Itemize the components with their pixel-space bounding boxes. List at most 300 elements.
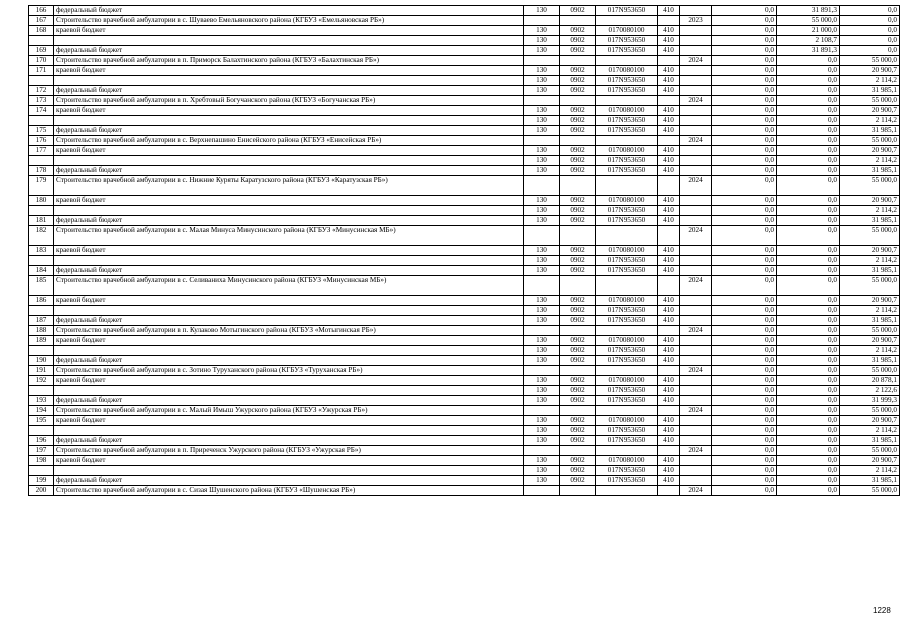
code-a-cell: 130 [524,116,560,126]
item-name-cell: Строительство врачебной амбулатории в п. Приреченск Ужурского района (КГБУЗ «Ужурская РБ») [54,446,524,456]
year-cell: 2024 [680,176,712,196]
row-number-cell: 181 [29,216,54,226]
row-number-cell: 166 [29,6,54,16]
item-name-cell: краевой бюджет [54,66,524,76]
table-row [29,176,900,196]
item-name-cell: Строительство врачебной амбулатории в п. Кулаково Мотыгинского района (КГБУЗ «Мотыгинская РБ») [54,326,524,336]
table-row [29,476,900,486]
amount-1-cell: 0,0 [712,276,777,296]
amount-3-cell: 2 114,2 [840,306,900,316]
amount-1-cell: 0,0 [712,16,777,26]
amount-2-cell: 0,0 [777,106,840,116]
code-a-cell [524,446,560,456]
code-a-cell: 130 [524,216,560,226]
amount-2-cell: 0,0 [777,436,840,446]
code-a-cell [524,96,560,106]
code-d-cell [658,136,680,146]
code-a-cell [524,16,560,26]
amount-1-cell: 0,0 [712,486,777,496]
amount-2-cell: 0,0 [777,366,840,376]
code-d-cell: 410 [658,416,680,426]
code-a-cell: 130 [524,356,560,366]
amount-1-cell: 0,0 [712,366,777,376]
code-b-cell [560,176,596,196]
year-cell [680,336,712,346]
item-name-cell: краевой бюджет [54,296,524,306]
code-d-cell: 410 [658,256,680,266]
amount-2-cell: 0,0 [777,246,840,256]
code-b-cell: 0902 [560,456,596,466]
year-cell [680,266,712,276]
code-c-cell: 017N953650 [596,466,658,476]
row-number-cell [29,206,54,216]
amount-1-cell: 0,0 [712,426,777,436]
code-b-cell: 0902 [560,66,596,76]
table-row [29,96,900,106]
amount-1-cell: 0,0 [712,166,777,176]
code-d-cell [658,406,680,416]
amount-2-cell: 0,0 [777,386,840,396]
code-d-cell: 410 [658,196,680,206]
amount-3-cell: 20 900,7 [840,336,900,346]
row-number-cell [29,426,54,436]
item-name-cell [54,386,524,396]
item-name-cell: Строительство врачебной амбулатории в с. Верхнепашино Енисейского района (КГБУЗ «Енисейская РБ») [54,136,524,146]
item-name-cell: федеральный бюджет [54,316,524,326]
code-c-cell: 017N953650 [596,266,658,276]
amount-3-cell: 20 900,7 [840,66,900,76]
code-d-cell: 410 [658,396,680,406]
code-b-cell [560,16,596,26]
row-number-cell: 169 [29,46,54,56]
code-c-cell [596,56,658,66]
code-c-cell [596,226,658,246]
item-name-cell: краевой бюджет [54,26,524,36]
code-d-cell: 410 [658,36,680,46]
item-name-cell: федеральный бюджет [54,6,524,16]
item-name-cell: Строительство врачебной амбулатории в с. Нижние Куряты Каратузского района (КГБУЗ «Каратузская РБ») [54,176,524,196]
row-number-cell: 192 [29,376,54,386]
table-row [29,266,900,276]
code-b-cell: 0902 [560,416,596,426]
amount-3-cell: 31 985,1 [840,216,900,226]
amount-2-cell: 31 891,3 [777,6,840,16]
code-c-cell: 017N953650 [596,86,658,96]
amount-3-cell: 31 985,1 [840,316,900,326]
amount-2-cell: 0,0 [777,216,840,226]
table-row [29,416,900,426]
amount-2-cell: 0,0 [777,196,840,206]
code-d-cell: 410 [658,156,680,166]
amount-3-cell: 2 114,2 [840,206,900,216]
code-c-cell: 017N953650 [596,356,658,366]
table-row [29,326,900,336]
code-a-cell [524,366,560,376]
amount-1-cell: 0,0 [712,316,777,326]
table-row [29,396,900,406]
amount-3-cell: 31 999,3 [840,396,900,406]
amount-2-cell: 0,0 [777,86,840,96]
code-c-cell: 0170080100 [596,196,658,206]
row-number-cell: 168 [29,26,54,36]
code-b-cell: 0902 [560,6,596,16]
code-b-cell: 0902 [560,126,596,136]
amount-2-cell: 2 108,7 [777,36,840,46]
amount-3-cell: 55 000,0 [840,276,900,296]
code-a-cell: 130 [524,256,560,266]
table-row [29,406,900,416]
code-d-cell: 410 [658,386,680,396]
table-row [29,126,900,136]
code-d-cell: 410 [658,206,680,216]
code-a-cell: 130 [524,196,560,206]
code-a-cell [524,226,560,246]
amount-3-cell: 55 000,0 [840,326,900,336]
row-number-cell: 199 [29,476,54,486]
amount-1-cell: 0,0 [712,466,777,476]
year-cell [680,116,712,126]
year-cell [680,146,712,156]
code-b-cell: 0902 [560,476,596,486]
amount-2-cell: 0,0 [777,76,840,86]
amount-3-cell: 2 114,2 [840,426,900,436]
amount-3-cell: 55 000,0 [840,56,900,66]
amount-2-cell: 0,0 [777,446,840,456]
code-c-cell: 017N953650 [596,346,658,356]
item-name-cell: краевой бюджет [54,246,524,256]
code-b-cell: 0902 [560,76,596,86]
amount-1-cell: 0,0 [712,436,777,446]
code-b-cell [560,486,596,496]
table-row [29,356,900,366]
item-name-cell: краевой бюджет [54,196,524,206]
amount-1-cell: 0,0 [712,96,777,106]
amount-3-cell: 2 114,2 [840,256,900,266]
year-cell [680,196,712,206]
code-a-cell: 130 [524,336,560,346]
year-cell [680,206,712,216]
row-number-cell: 194 [29,406,54,416]
table-row [29,76,900,86]
code-a-cell: 130 [524,206,560,216]
amount-1-cell: 0,0 [712,356,777,366]
year-cell [680,86,712,96]
code-d-cell: 410 [658,316,680,326]
amount-2-cell: 0,0 [777,226,840,246]
code-a-cell: 130 [524,436,560,446]
code-b-cell: 0902 [560,376,596,386]
year-cell: 2024 [680,136,712,146]
row-number-cell: 195 [29,416,54,426]
item-name-cell: Строительство врачебной амбулатории в с. Зотино Туруханского района (КГБУЗ «Туруханская РБ») [54,366,524,376]
code-a-cell: 130 [524,396,560,406]
table-row [29,66,900,76]
amount-3-cell: 31 985,1 [840,166,900,176]
code-b-cell: 0902 [560,296,596,306]
code-c-cell: 017N953650 [596,396,658,406]
code-a-cell: 130 [524,106,560,116]
item-name-cell [54,156,524,166]
row-number-cell: 191 [29,366,54,376]
item-name-cell [54,206,524,216]
amount-3-cell: 2 114,2 [840,466,900,476]
amount-1-cell: 0,0 [712,156,777,166]
row-number-cell: 189 [29,336,54,346]
code-b-cell [560,446,596,456]
item-name-cell: Строительство врачебной амбулатории в с. Селиваниха Минусинского района (КГБУЗ «Минусинская МБ») [54,276,524,296]
amount-1-cell: 0,0 [712,86,777,96]
amount-3-cell: 31 985,1 [840,126,900,136]
year-cell: 2024 [680,56,712,66]
amount-3-cell: 55 000,0 [840,96,900,106]
code-b-cell: 0902 [560,106,596,116]
code-c-cell: 017N953650 [596,76,658,86]
amount-1-cell: 0,0 [712,476,777,486]
amount-1-cell: 0,0 [712,106,777,116]
amount-1-cell: 0,0 [712,146,777,156]
year-cell [680,216,712,226]
code-d-cell [658,486,680,496]
table-row [29,446,900,456]
item-name-cell: Строительство врачебной амбулатории в п. Приморск Балахтинского района (КГБУЗ «Балахтинская РБ») [54,56,524,66]
amount-1-cell: 0,0 [712,36,777,46]
year-cell [680,346,712,356]
code-b-cell [560,366,596,376]
code-d-cell: 410 [658,356,680,366]
code-a-cell: 130 [524,296,560,306]
row-number-cell: 167 [29,16,54,26]
table-row [29,436,900,446]
code-a-cell: 130 [524,246,560,256]
amount-1-cell: 0,0 [712,216,777,226]
item-name-cell: федеральный бюджет [54,86,524,96]
amount-3-cell: 0,0 [840,26,900,36]
code-d-cell: 410 [658,306,680,316]
table-row [29,216,900,226]
code-a-cell [524,326,560,336]
item-name-cell: федеральный бюджет [54,266,524,276]
table-row [29,296,900,306]
code-a-cell: 130 [524,126,560,136]
code-d-cell [658,96,680,106]
item-name-cell: краевой бюджет [54,106,524,116]
code-a-cell: 130 [524,346,560,356]
amount-2-cell: 0,0 [777,206,840,216]
amount-2-cell: 0,0 [777,126,840,136]
amount-1-cell: 0,0 [712,226,777,246]
row-number-cell: 187 [29,316,54,326]
amount-1-cell: 0,0 [712,136,777,146]
table-row [29,26,900,36]
year-cell [680,306,712,316]
year-cell [680,36,712,46]
code-c-cell: 017N953650 [596,216,658,226]
amount-2-cell: 0,0 [777,426,840,436]
code-b-cell: 0902 [560,426,596,436]
amount-1-cell: 0,0 [712,116,777,126]
table-row [29,136,900,146]
amount-1-cell: 0,0 [712,56,777,66]
amount-1-cell: 0,0 [712,76,777,86]
row-number-cell: 179 [29,176,54,196]
code-a-cell: 130 [524,6,560,16]
code-c-cell: 017N953650 [596,116,658,126]
code-b-cell: 0902 [560,386,596,396]
year-cell [680,466,712,476]
code-b-cell: 0902 [560,46,596,56]
code-c-cell: 0170080100 [596,456,658,466]
table-row [29,86,900,96]
code-d-cell: 410 [658,216,680,226]
table-row [29,256,900,266]
code-d-cell: 410 [658,266,680,276]
row-number-cell: 190 [29,356,54,366]
item-name-cell: федеральный бюджет [54,476,524,486]
table-row [29,226,900,246]
code-c-cell: 017N953650 [596,476,658,486]
amount-3-cell: 2 114,2 [840,156,900,166]
item-name-cell: Строительство врачебной амбулатории в с. Малый Имыш Ужурского района (КГБУЗ «Ужурская РБ») [54,406,524,416]
code-b-cell: 0902 [560,466,596,476]
row-number-cell: 176 [29,136,54,146]
row-number-cell: 188 [29,326,54,336]
row-number-cell [29,116,54,126]
code-d-cell: 410 [658,26,680,36]
table-row [29,386,900,396]
code-a-cell: 130 [524,66,560,76]
code-d-cell [658,326,680,336]
amount-3-cell: 2 114,2 [840,346,900,356]
code-c-cell [596,366,658,376]
table-row [29,246,900,256]
code-d-cell: 410 [658,86,680,96]
table-row [29,166,900,176]
amount-2-cell: 0,0 [777,456,840,466]
year-cell [680,156,712,166]
amount-1-cell: 0,0 [712,176,777,196]
code-b-cell: 0902 [560,316,596,326]
table-row [29,376,900,386]
amount-2-cell: 0,0 [777,66,840,76]
table-row [29,146,900,156]
amount-1-cell: 0,0 [712,266,777,276]
code-b-cell: 0902 [560,306,596,316]
amount-1-cell: 0,0 [712,196,777,206]
row-number-cell: 180 [29,196,54,206]
item-name-cell: Строительство врачебной амбулатории в п. Хребтовый Богучанского района (КГБУЗ «Богучанская РБ») [54,96,524,106]
row-number-cell: 200 [29,486,54,496]
item-name-cell: краевой бюджет [54,146,524,156]
amount-3-cell: 55 000,0 [840,176,900,196]
item-name-cell: краевой бюджет [54,376,524,386]
amount-1-cell: 0,0 [712,296,777,306]
amount-3-cell: 20 900,7 [840,296,900,306]
code-b-cell: 0902 [560,396,596,406]
amount-2-cell: 0,0 [777,396,840,406]
code-c-cell [596,16,658,26]
code-b-cell: 0902 [560,86,596,96]
code-c-cell [596,486,658,496]
amount-2-cell: 0,0 [777,316,840,326]
table-row [29,336,900,346]
table-row [29,346,900,356]
code-b-cell: 0902 [560,196,596,206]
code-b-cell: 0902 [560,206,596,216]
budget-table [28,5,900,496]
amount-2-cell: 0,0 [777,56,840,66]
row-number-cell: 171 [29,66,54,76]
code-d-cell [658,446,680,456]
amount-3-cell: 31 985,1 [840,86,900,96]
code-b-cell: 0902 [560,266,596,276]
amount-2-cell: 0,0 [777,256,840,266]
amount-3-cell: 31 985,1 [840,476,900,486]
code-d-cell: 410 [658,106,680,116]
row-number-cell [29,346,54,356]
code-b-cell: 0902 [560,166,596,176]
year-cell [680,6,712,16]
code-c-cell: 0170080100 [596,376,658,386]
amount-3-cell: 55 000,0 [840,136,900,146]
year-cell: 2024 [680,276,712,296]
amount-2-cell: 0,0 [777,416,840,426]
year-cell [680,126,712,136]
code-c-cell: 017N953650 [596,36,658,46]
code-d-cell: 410 [658,466,680,476]
amount-2-cell: 0,0 [777,136,840,146]
code-c-cell: 017N953650 [596,426,658,436]
code-c-cell: 017N953650 [596,126,658,136]
code-d-cell: 410 [658,146,680,156]
amount-1-cell: 0,0 [712,406,777,416]
table-row [29,6,900,16]
code-d-cell: 410 [658,336,680,346]
code-c-cell: 017N953650 [596,156,658,166]
row-number-cell: 173 [29,96,54,106]
code-b-cell: 0902 [560,356,596,366]
item-name-cell: Строительство врачебной амбулатории в с. Шуваево Емельяновского района (КГБУЗ «Емельяновская РБ») [54,16,524,26]
code-c-cell: 017N953650 [596,6,658,16]
item-name-cell [54,306,524,316]
code-b-cell: 0902 [560,246,596,256]
table-row [29,36,900,46]
year-cell [680,416,712,426]
row-number-cell: 193 [29,396,54,406]
amount-3-cell: 31 985,1 [840,356,900,366]
amount-3-cell: 20 900,7 [840,106,900,116]
code-b-cell [560,56,596,66]
amount-1-cell: 0,0 [712,126,777,136]
code-a-cell: 130 [524,426,560,436]
code-c-cell: 0170080100 [596,246,658,256]
table-row [29,196,900,206]
code-a-cell: 130 [524,26,560,36]
year-cell [680,76,712,86]
year-cell [680,476,712,486]
year-cell [680,246,712,256]
year-cell [680,386,712,396]
amount-1-cell: 0,0 [712,346,777,356]
page-number: 1228 [873,606,891,615]
code-b-cell: 0902 [560,346,596,356]
code-d-cell [658,176,680,196]
item-name-cell: федеральный бюджет [54,436,524,446]
amount-1-cell: 0,0 [712,66,777,76]
code-d-cell: 410 [658,456,680,466]
year-cell: 2024 [680,366,712,376]
code-c-cell: 0170080100 [596,66,658,76]
amount-3-cell: 20 900,7 [840,196,900,206]
